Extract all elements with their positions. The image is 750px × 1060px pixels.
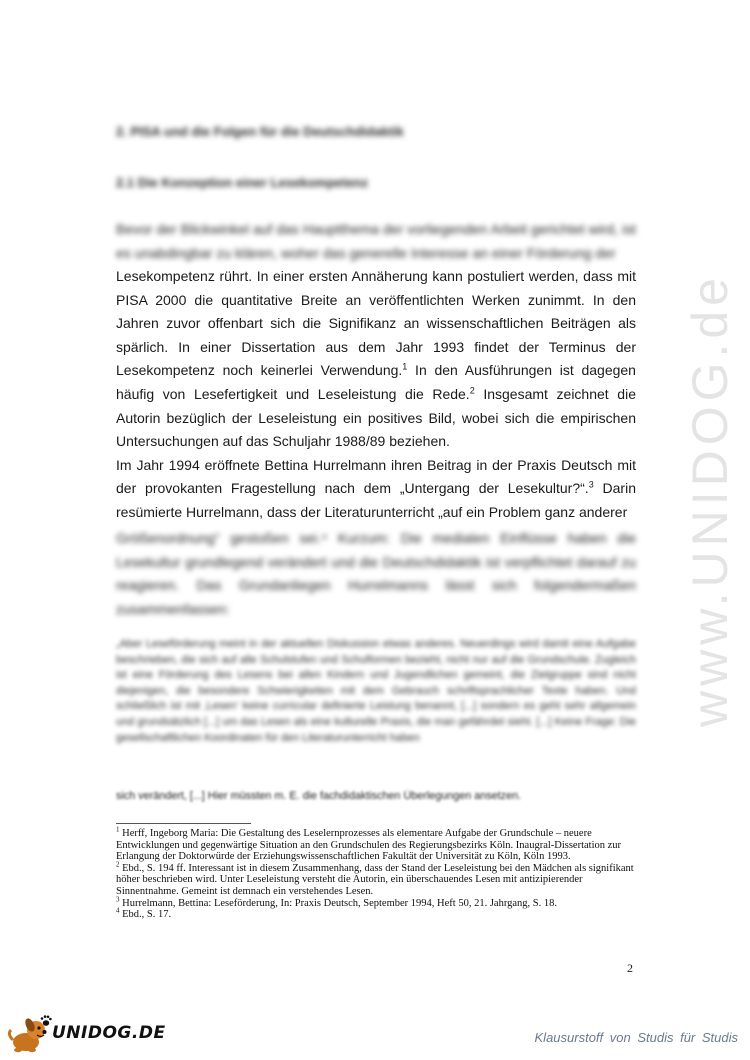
- footnote-text: Hurrelmann, Bettina: Leseförderung, In: Praxis Deutsch, September 1994, Heft 50, 21. Jahrgang, S. 18.: [122, 897, 558, 909]
- blurred-continuation-text: Größenordnung“ gestoßen sei.⁴ Kurzum: Die medialen Einflüsse haben die Lesekultur grundlegend verändert und die Deutschdidaktik ist verpflichtet darauf zu reagieren. Das Grundanliegen Hurrelmanns lässt sich folgendermaßen zusammenfassen:: [116, 530, 636, 617]
- footnote-text: Ebd., S. 194 ff. Interessant ist in diesem Zusammenhang, dass der Stand der Leseleistung bei den Mädchen als signifikant höher beschrieben wird. Unter Leseleistung versteht die Autorin, ein überschauendes Lesen mit antizipierender Sinnentnahme. Gemeint ist demnach ein verstehendes Lesen.: [116, 862, 634, 897]
- footnote-text: Herff, Ingeborg Maria: Die Gestaltung des Leselernprozesses als elementare Aufgabe der Grundschule – neuere Entwicklungen und gegenwärtige Situation an den Grundschulen des Regierungsbezirks Köln. Inaugral-Dissertation zur Erlangung der Doktorwürde der Erziehungswissenschaftlichen Fakultät der Universität zu Köln, Köln 1993.: [116, 828, 622, 863]
- footnote-4: [116, 906, 641, 921]
- blurred-block-quote: „Aber Leseförderung meint in der aktuellen Diskussion etwas anderes. Neuerdings wird damit eine Aufgabe beschrieben, die sich auf alle Schulstufen und Schulformen bezieht, nicht nur auf die Grundschule. Zugleich ist eine Förderung des Lesens bei allen Kindern und Jugendlichen gemeint, die Zielgruppe sind nicht diejenigen, die besondere Schwierigkeiten mit dem Gebrauch schriftsprachlicher Texte haben. Und schließlich ist mit ‚Lesen‘ keine curricular definierte Leistung benannt, [...] sondern es geht sehr allgemein und grundsätzlich [...] um das Lesen als eine kulturelle Praxis, die man gefährdet sieht. [...] Keine Frage: Die gesellschaftlichen Koordinaten für den Literaturunterricht haben: [116, 638, 636, 744]
- footnote-2: [116, 860, 641, 898]
- paragraph-1-part-2: In den Ausführungen ist dagegen häufig von Lesefertigkeit und Leseleistung die Rede.: [116, 362, 636, 402]
- footnote-ref-2: 2: [469, 385, 475, 396]
- footnote-1: [116, 825, 641, 863]
- unidog-logo[interactable]: [6, 1016, 166, 1054]
- footnote-number: 3: [116, 895, 120, 904]
- subsection-heading: 2.1 Die Konzeption einer Lesekompetenz: [116, 175, 369, 190]
- paragraph-2: [116, 454, 636, 525]
- footnote-number: 1: [116, 825, 120, 834]
- paragraph-1-part-3: Insgesamt zeichnet die Autorin bezüglich der Leseleistung ein positives Bild, wobei sich die empirischen Untersuchungen auf das Schuljahr 1988/89 beziehen.: [116, 385, 636, 450]
- paw-print-icon: [39, 1014, 53, 1028]
- section-heading: 2. PISA und die Folgen für die Deutschdidaktik: [116, 124, 404, 139]
- footnote-ref-1: 1: [402, 361, 408, 372]
- footnote-text: Ebd., S. 17.: [122, 909, 172, 921]
- footer-tagline: Klausurstoff von Studis für Studis: [534, 1030, 738, 1045]
- watermark: www.UNIDOG.de: [682, 273, 738, 727]
- main-text: [116, 265, 636, 525]
- footnotes: [116, 825, 641, 921]
- paragraph-2-part-2: Darin resümierte Hurrelmann, dass der Literaturunterricht „auf ein Problem ganz anderer: [116, 480, 636, 520]
- blurred-intro-text: Bevor der Blickwinkel auf das Hauptthema der vorliegenden Arbeit gerichtet wird, ist es unabdingbar zu klären, woher das generelle Interesse an einer Förderung der: [116, 221, 636, 261]
- paragraph-1-part-1: Lesekompetenz rührt. In einer ersten Annäherung kann postuliert werden, dass mit PISA 2000 die quantitative Breite an veröffentlichten Werken zunimmt. In den Jahren zuvor offenbart sich die Signifikanz an wissenschaftlichen Beiträgen als spärlich. In einer Dissertation aus dem Jahr 1993 findet der Terminus der Lesekompetenz noch keinerlei Verwendung.: [116, 268, 636, 379]
- footnote-separator: [116, 823, 251, 824]
- footnote-3: [116, 895, 641, 910]
- paragraph-1: [116, 265, 636, 454]
- footnote-number: 4: [116, 906, 120, 915]
- logo-text: UNIDOG.DE: [52, 1023, 166, 1043]
- block-quote-last-line: sich verändert, [...] Hier müssten m. E. die fachdidaktischen Überlegungen ansetzen.: [116, 790, 522, 802]
- footnote-ref-3: 3: [588, 479, 594, 490]
- footnote-number: 2: [116, 860, 120, 869]
- page-number: 2: [627, 961, 633, 975]
- paragraph-2-part-1: Im Jahr 1994 eröffnete Bettina Hurrelmann ihren Beitrag in der Praxis Deutsch mit der provokanten Fragestellung nach dem „Untergang der Lesekultur?“.: [116, 456, 636, 497]
